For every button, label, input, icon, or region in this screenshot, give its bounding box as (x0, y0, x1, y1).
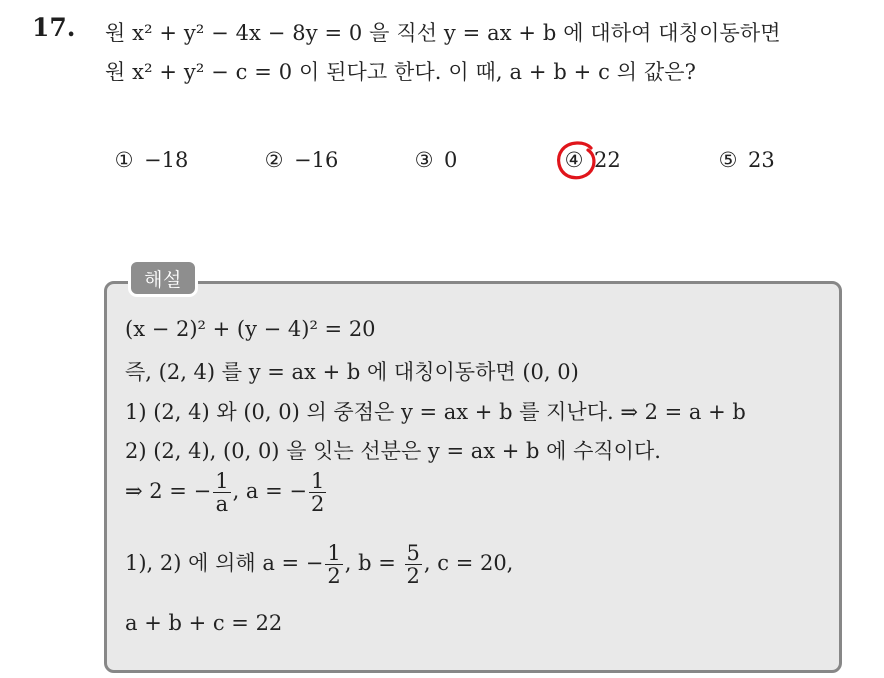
choice-value: 0 (444, 148, 458, 172)
answer-mark-circle (555, 139, 597, 181)
fraction-1-over-2 (309, 470, 326, 515)
solution-line-2: 즉, (2, 4) 를 y = ax + b 에 대칭이동하면 (0, 0) (125, 360, 579, 384)
choice-number: ① (114, 148, 134, 172)
choice-value: −18 (144, 148, 189, 172)
answer-mark-stroke (559, 143, 594, 178)
choice-value: 23 (748, 148, 775, 172)
solution-line-1: (x − 2)² + (y − 4)² = 20 (125, 317, 376, 341)
line6-prefix: 1), 2) 에 의해 a = − (125, 551, 324, 576)
question-text-line-1: 원 x² + y² − 4x − 8y = 0 을 직선 y = ax + b 에 대하여 대칭이동하면 (105, 21, 781, 45)
solution-title-tab: 해설 (128, 259, 198, 297)
fraction-denominator: 2 (406, 564, 420, 589)
choice-5[interactable] (716, 142, 775, 178)
fraction-denominator: a (215, 492, 229, 517)
choice-number: ③ (414, 148, 434, 172)
fraction-numerator: 1 (310, 469, 325, 493)
choice-number: ⑤ (718, 148, 738, 172)
question-text-line-2: 원 x² + y² − c = 0 이 된다고 한다. 이 때, a + b + c 의 값은? (105, 60, 697, 84)
fraction-numerator: 5 (406, 541, 420, 565)
line5-mid: , a = − (232, 479, 307, 504)
choice-2[interactable] (262, 142, 338, 178)
solution-line-5 (125, 470, 328, 515)
solution-line-7: a + b + c = 22 (125, 611, 283, 635)
question-number: 17. (32, 13, 76, 42)
solution-line-4: 2) (2, 4), (0, 0) 을 잇는 선분은 y = ax + b 에 수직이다. (125, 439, 661, 463)
fraction-1-over-2 (325, 542, 342, 587)
solution-line-6 (125, 542, 513, 587)
fraction-numerator: 1 (215, 469, 229, 493)
fraction-5-over-2 (405, 542, 422, 587)
line6-mid: , b = (344, 551, 403, 576)
choice-number: ② (264, 148, 284, 172)
question-block (0, 0, 884, 230)
choice-value: 22 (594, 148, 621, 172)
fraction-1-over-a (213, 470, 230, 515)
fraction-denominator: 2 (310, 492, 325, 517)
solution-line-3: 1) (2, 4) 와 (0, 0) 의 중점은 y = ax + b 를 지난다. ⇒ 2 = a + b (125, 400, 746, 424)
choice-number: ④ (564, 148, 584, 172)
choice-3[interactable] (412, 142, 457, 178)
fraction-numerator: 1 (327, 541, 341, 565)
choice-value: −16 (294, 148, 339, 172)
line6-suffix: , c = 20, (423, 551, 514, 576)
line5-prefix: ⇒ 2 = − (125, 479, 212, 504)
fraction-denominator: 2 (327, 564, 341, 589)
answer-choices (0, 142, 884, 182)
choice-1[interactable] (112, 142, 188, 178)
